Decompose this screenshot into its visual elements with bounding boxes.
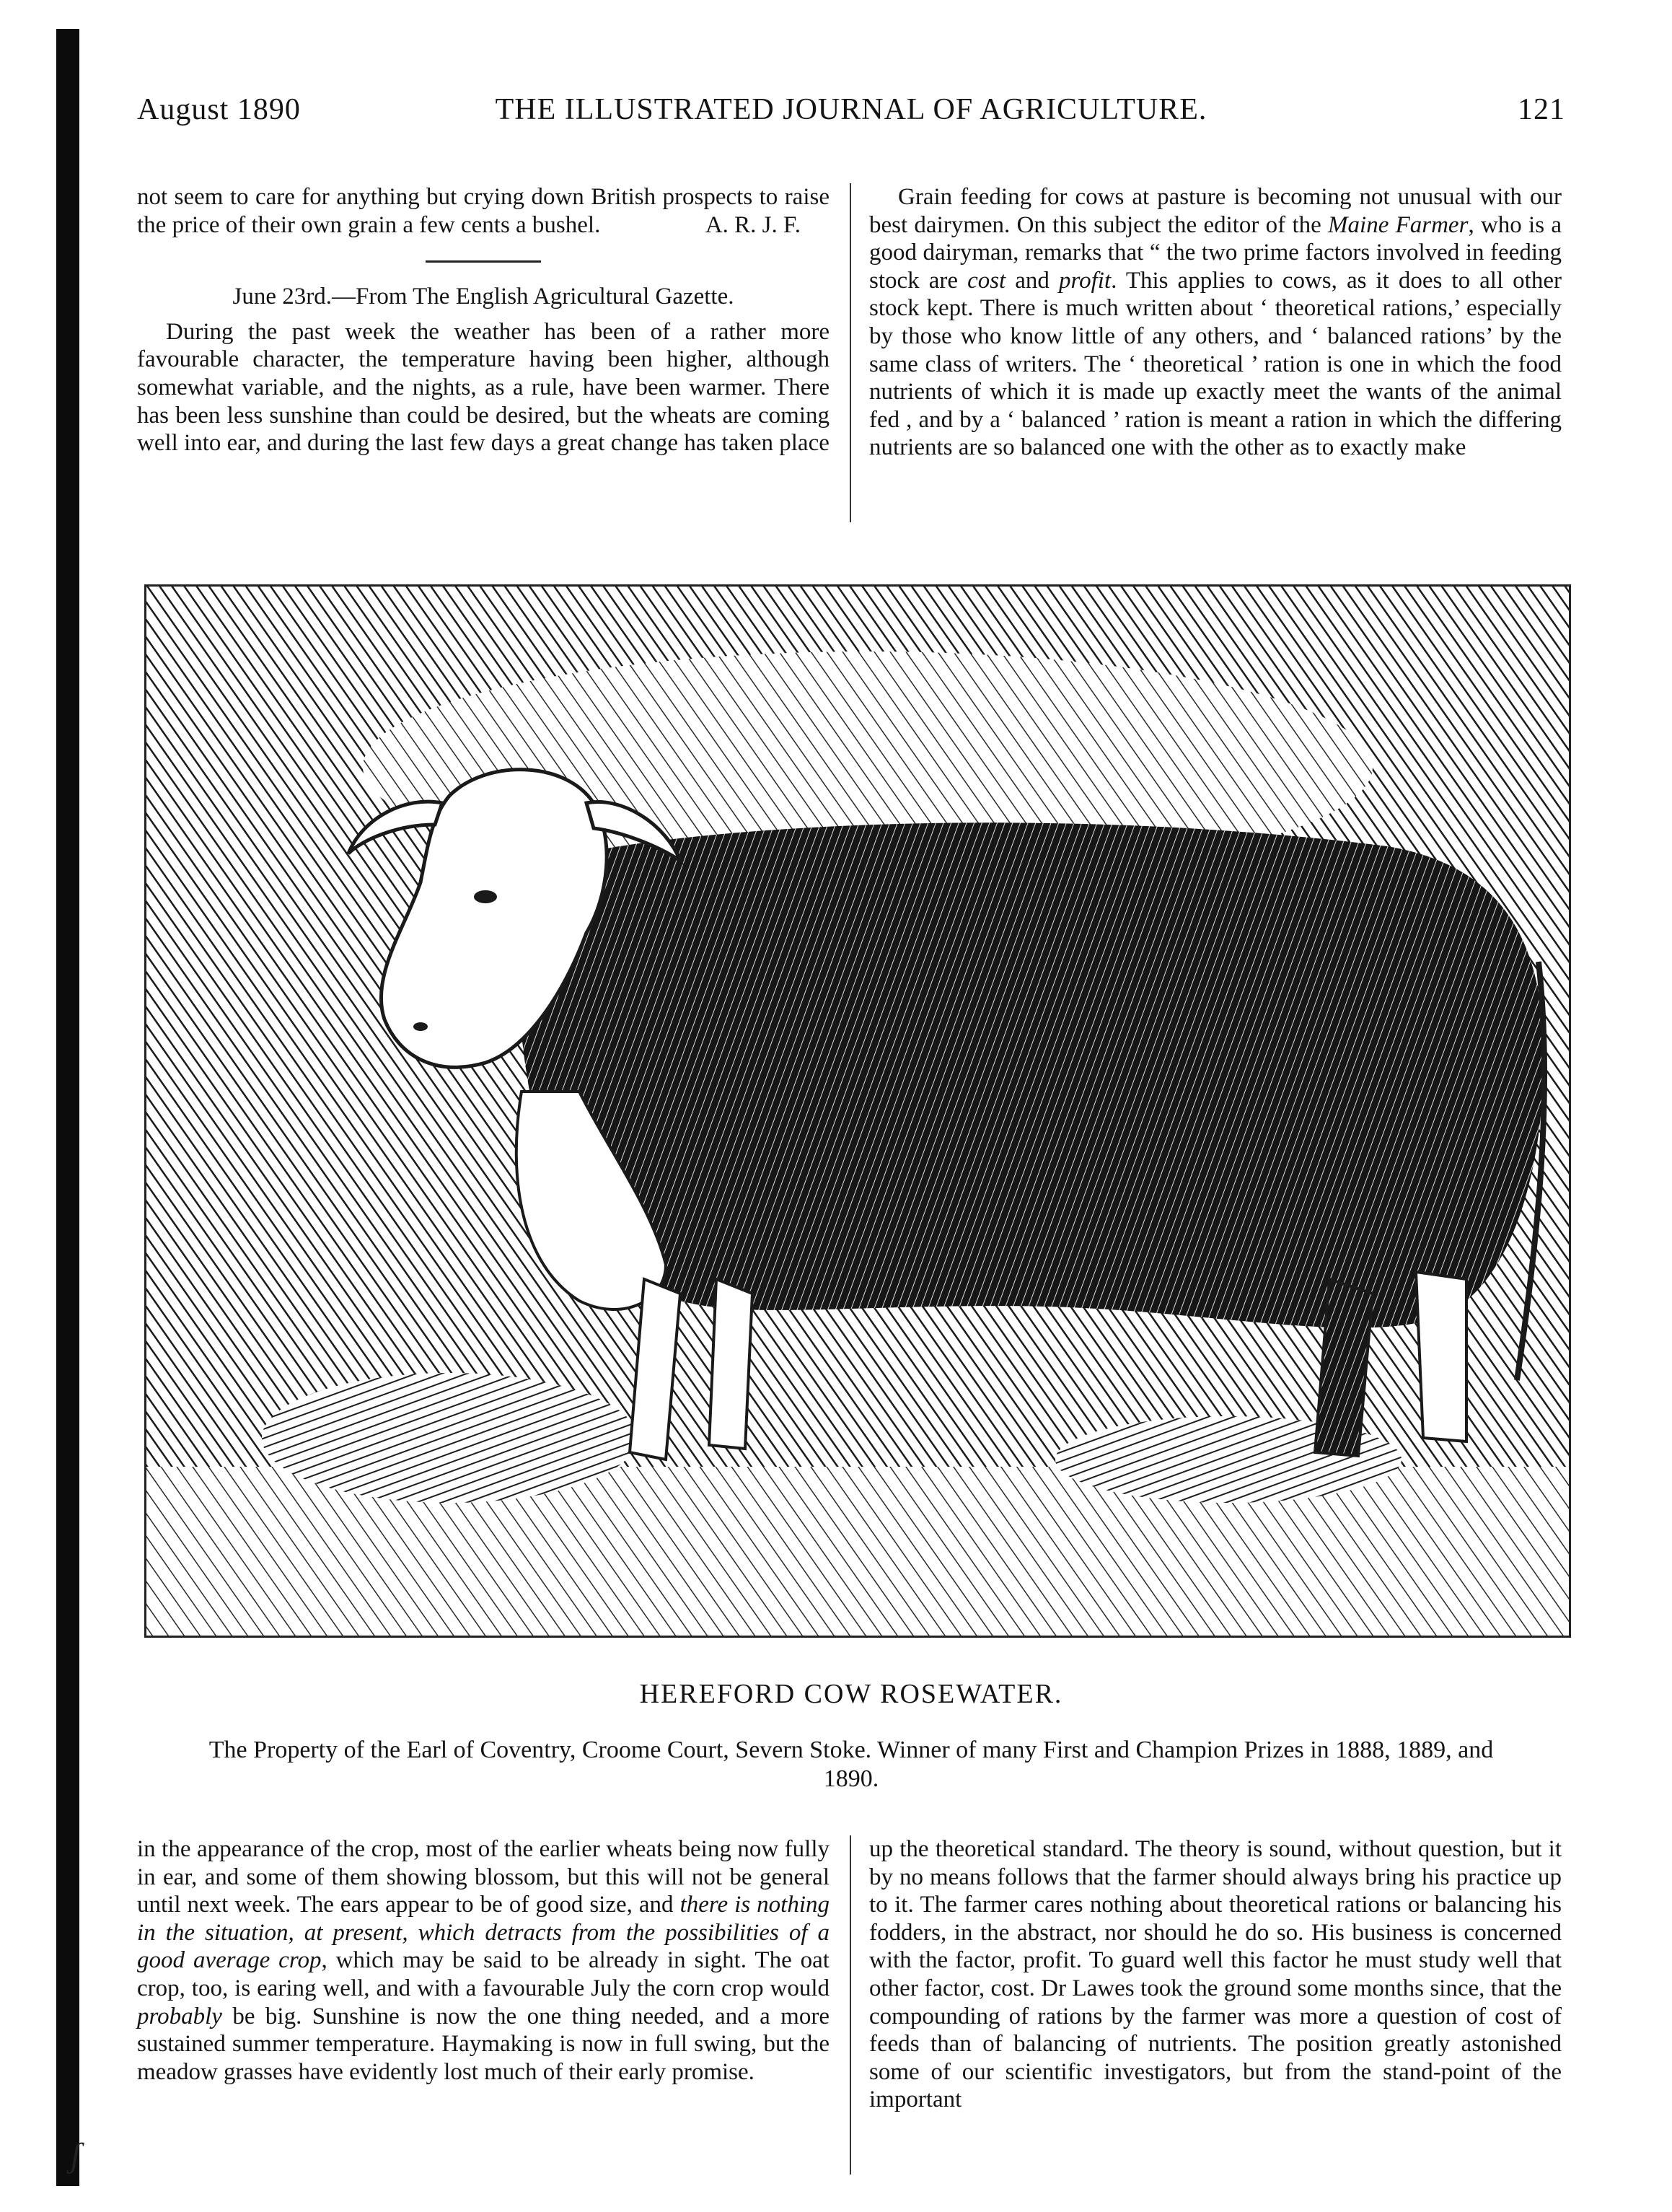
emphasis: profit xyxy=(1059,267,1112,294)
column-divider xyxy=(850,1835,851,2174)
column-divider xyxy=(850,183,851,522)
journal-title: THE ILLUSTRATED JOURNAL OF AGRICULTURE. xyxy=(495,93,1207,126)
text-run: Grain feeding for cows at pasture is becoming not unusual with our best dairymen. On this subject the editor of the xyxy=(869,184,1562,238)
paragraph: During the past week the weather has been of a rather more favourable character, the temperature having been higher, although somewhat variable, and the nights, as a rule, have been warmer. There has been less sunshine than could be desired, but the wheats are coming well into ear, and during the last few days a great change has taken place xyxy=(137,318,830,457)
issue-date: August 1890 xyxy=(137,93,301,126)
running-head xyxy=(137,92,1565,136)
top-left-column xyxy=(137,183,830,457)
paragraph xyxy=(869,183,1562,462)
emphasis: probably xyxy=(137,2003,222,2029)
illustration-caption: The Property of the Earl of Coventry, Croome Court, Severn Stoke. Winner of many First and Champion Prizes in 1888, 1889, and 1890. xyxy=(208,1737,1494,1792)
emphasis: there is nothing in the situation, at present, which detracts from the possibilities of a good average crop xyxy=(137,1892,830,1974)
text-run: in the appearance of the crop, most of the earlier wheats being now fully in ear, and some of them showing blossom, but this will not be general until next week. The ears appear to be of good size, and xyxy=(137,1836,830,1918)
paragraph: not seem to care for anything but crying down British prospects to raise the price of their own grain a few cents a bushel. xyxy=(137,184,830,238)
text-run: and xyxy=(1006,267,1059,294)
text-run: , who is a good dairyman, remarks that “ the two prime factors involved in feeding stock are xyxy=(869,211,1562,294)
illustration-title: HEREFORD COW ROSEWATER. xyxy=(639,1679,1063,1709)
grass-tuft-left xyxy=(262,1373,637,1503)
emphasis: cost xyxy=(967,267,1006,294)
dateline: June 23rd.—From The English Agricultural Gazette. xyxy=(232,284,734,310)
text-run: be big. Sunshine is now the one thing needed, and a more sustained summer temperature. Haymaking is now in full swing, but the meadow grasses have evidently lost much of their early promise. xyxy=(137,2003,830,2085)
binding-edge xyxy=(56,29,79,2186)
section-rule xyxy=(426,260,541,263)
text-run: . This applies to cows, as it does to all other stock kept. There is much written about ‘ theoretical rations,’ especially by those who know little of any others, and ‘ balanced rations’ by the same class of writers. The ‘ theoretical ’ ration is one in which the food nutrients of which it is made up exactly meet the wants of the animal fed , and by a ‘ balanced ’ ration is meant a ration in which the differing nutrients are so balanced one with the other as to exactly make xyxy=(869,267,1562,461)
publication-name: Maine Farmer xyxy=(1328,211,1469,238)
bottom-left-column xyxy=(137,1835,830,2086)
paragraph: up the theoretical standard. The theory is sound, without question, but it by no means follows that the farmer should always bring his practice up to it. The farmer cares nothing about theoretical rations or balancing his fodders, in the abstract, nor should he do so. His business is concerned with the factor, profit. To guard well this factor he must study well that other factor, cost. Dr Lawes took the ground some months since, that the compounding of rations by the farmer was more a question of cost of feeds than of balancing of nutrients. The position greatly astonished some of our scientific investigators, but from the stand-point of the important xyxy=(869,1836,1562,2113)
hereford-cow-engraving xyxy=(144,584,1571,1638)
margin-mark: ʃ xyxy=(71,2136,81,2174)
page-number: 121 xyxy=(1518,93,1565,126)
bottom-right-column xyxy=(869,1835,1562,2114)
author-signature: A. R. J. F. xyxy=(705,211,801,238)
top-right-column xyxy=(869,183,1562,462)
text-run: , which may be said to be already in sight. The oat crop, too, is earing well, and with a favourable July the corn crop would xyxy=(137,1947,830,2001)
paragraph xyxy=(137,1835,830,2086)
